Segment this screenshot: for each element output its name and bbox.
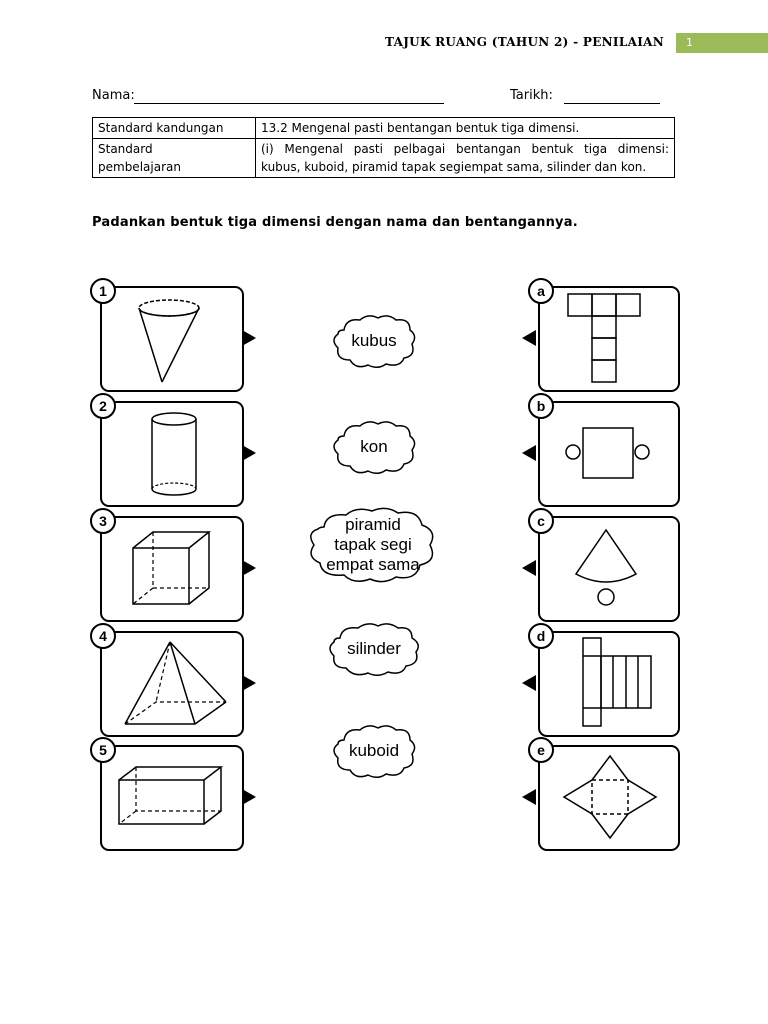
page-header xyxy=(0,33,768,53)
cuboid-icon xyxy=(116,764,228,830)
table-row xyxy=(93,139,675,178)
cube-net-icon xyxy=(566,292,646,386)
student-info-row xyxy=(92,88,672,110)
connector-arrow xyxy=(242,675,256,691)
connector-arrow xyxy=(242,560,256,576)
shape-number-2: 2 xyxy=(90,393,116,419)
standard-content-label: Standard kandungan xyxy=(93,118,256,139)
name-cloud-kon[interactable] xyxy=(330,418,418,476)
name-label: silinder xyxy=(347,639,401,658)
name-cloud-silinder[interactable] xyxy=(326,620,422,678)
name-cloud-piramid[interactable] xyxy=(306,505,440,585)
cylinder-icon xyxy=(144,410,204,500)
shape-number-4: 4 xyxy=(90,623,116,649)
name-cloud-kubus[interactable] xyxy=(330,312,418,370)
cone-net-icon xyxy=(570,526,642,610)
standard-content-value: 13.2 Mengenal pasti bentangan bentuk tiga dimensi. xyxy=(256,118,675,139)
label-line: pembelajaran xyxy=(98,160,181,174)
date-field[interactable] xyxy=(564,103,660,104)
shape-number-3: 3 xyxy=(90,508,116,534)
name-field[interactable] xyxy=(134,103,444,104)
instruction-text: Padankan bentuk tiga dimensi dengan nama dan bentangannya. xyxy=(92,215,578,230)
value-line: (i) Mengenal pasti pelbagai bentangan bentuk tiga dimensi: xyxy=(261,142,669,156)
net-letter-c: c xyxy=(528,508,554,534)
cube-icon xyxy=(128,526,218,612)
connector-arrow xyxy=(522,789,536,805)
shape-number-5: 5 xyxy=(90,737,116,763)
connector-arrow xyxy=(242,330,256,346)
matching-exercise xyxy=(94,268,690,858)
connector-arrow xyxy=(522,675,536,691)
name-label: kubus xyxy=(351,331,397,350)
shape-number-1: 1 xyxy=(90,278,116,304)
name-label: empat sama xyxy=(326,555,420,574)
name-label: Nama: xyxy=(92,88,135,103)
learning-standard-label xyxy=(93,139,256,178)
connector-arrow xyxy=(522,560,536,576)
connector-arrow xyxy=(242,789,256,805)
net-letter-e: e xyxy=(528,737,554,763)
header-title: TAJUK RUANG (TAHUN 2) - PENILAIAN xyxy=(385,35,664,49)
cylinder-net-icon xyxy=(564,424,664,482)
connector-arrow xyxy=(522,330,536,346)
pyramid-net-icon xyxy=(560,752,660,842)
name-label: piramid xyxy=(345,515,401,534)
page-number: 1 xyxy=(686,36,693,49)
connector-arrow xyxy=(522,445,536,461)
standards-table xyxy=(92,117,675,178)
name-cloud-kuboid[interactable] xyxy=(330,722,418,780)
cuboid-net-icon xyxy=(578,634,654,730)
learning-standard-value xyxy=(256,139,675,178)
net-letter-d: d xyxy=(528,623,554,649)
date-label: Tarikh: xyxy=(510,88,553,103)
net-letter-a: a xyxy=(528,278,554,304)
name-label: kuboid xyxy=(348,741,400,760)
table-row xyxy=(93,118,675,139)
name-label: kon xyxy=(360,437,388,456)
square-pyramid-icon xyxy=(120,638,232,730)
label-line: Standard xyxy=(98,142,153,156)
value-line: kubus, kuboid, piramid tapak segiempat sama, silinder dan kon. xyxy=(261,160,647,174)
net-letter-b: b xyxy=(528,393,554,419)
cone-icon xyxy=(124,298,214,388)
name-label: tapak segi xyxy=(334,535,412,554)
connector-arrow xyxy=(242,445,256,461)
